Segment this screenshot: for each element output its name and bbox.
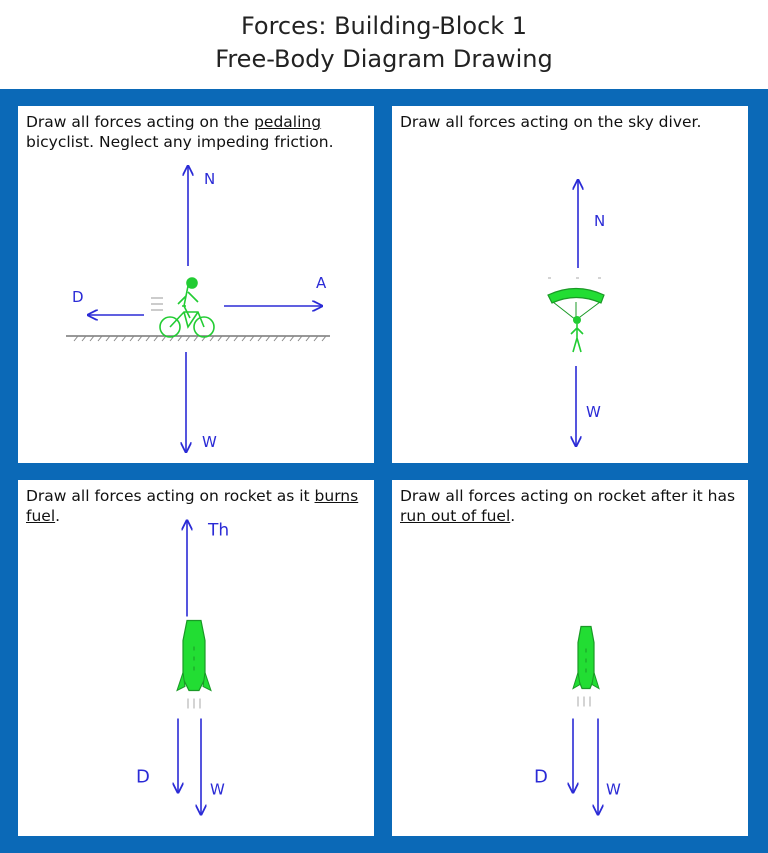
page-subtitle: Free-Body Diagram Drawing: [215, 45, 553, 73]
panel-bicyclist: [18, 106, 374, 463]
bicyclist-diagram: [18, 106, 374, 463]
header: [0, 0, 768, 89]
label-drag: D: [136, 766, 150, 788]
label-applied: A: [316, 274, 327, 292]
label-weight: W: [586, 403, 601, 421]
sky-diver-icon: [548, 278, 604, 352]
page-title: Forces: Building-Block 1: [240, 12, 528, 40]
label-drag: D: [534, 766, 548, 788]
rocket-icon: [177, 621, 211, 709]
bicyclist-icon: [151, 278, 214, 337]
underlined-term: burns fuel: [26, 487, 359, 525]
label-normal: N: [204, 170, 216, 188]
ground-line: [66, 336, 330, 341]
label-weight: W: [606, 780, 621, 799]
label-thrust: Th: [208, 520, 230, 541]
rocket-burning-diagram: [18, 480, 374, 837]
underlined-term: run out of fuel: [400, 507, 511, 525]
rocket-no-fuel-diagram: [392, 480, 748, 837]
panel-sky-diver: [392, 106, 748, 463]
sky-diver-diagram: [392, 106, 748, 463]
panel-prompt: Draw all forces acting on the pedaling bicyclist. Neglect any impeding friction.: [26, 113, 334, 151]
label-drag: D: [72, 288, 84, 306]
panel-rocket-no-fuel: [392, 480, 748, 836]
panel-prompt: Draw all forces acting on rocket after it has run out of fuel.: [400, 487, 736, 525]
panel-prompt: Draw all forces acting on the sky diver.: [400, 113, 702, 131]
rocket-icon: [573, 627, 599, 707]
panel-prompt: Draw all forces acting on rocket as it burns fuel.: [26, 487, 359, 525]
panel-rocket-burning: [18, 480, 374, 836]
underlined-term: pedaling: [254, 113, 322, 131]
label-weight: W: [202, 433, 217, 451]
label-normal: N: [594, 212, 606, 230]
label-weight: W: [210, 780, 225, 799]
